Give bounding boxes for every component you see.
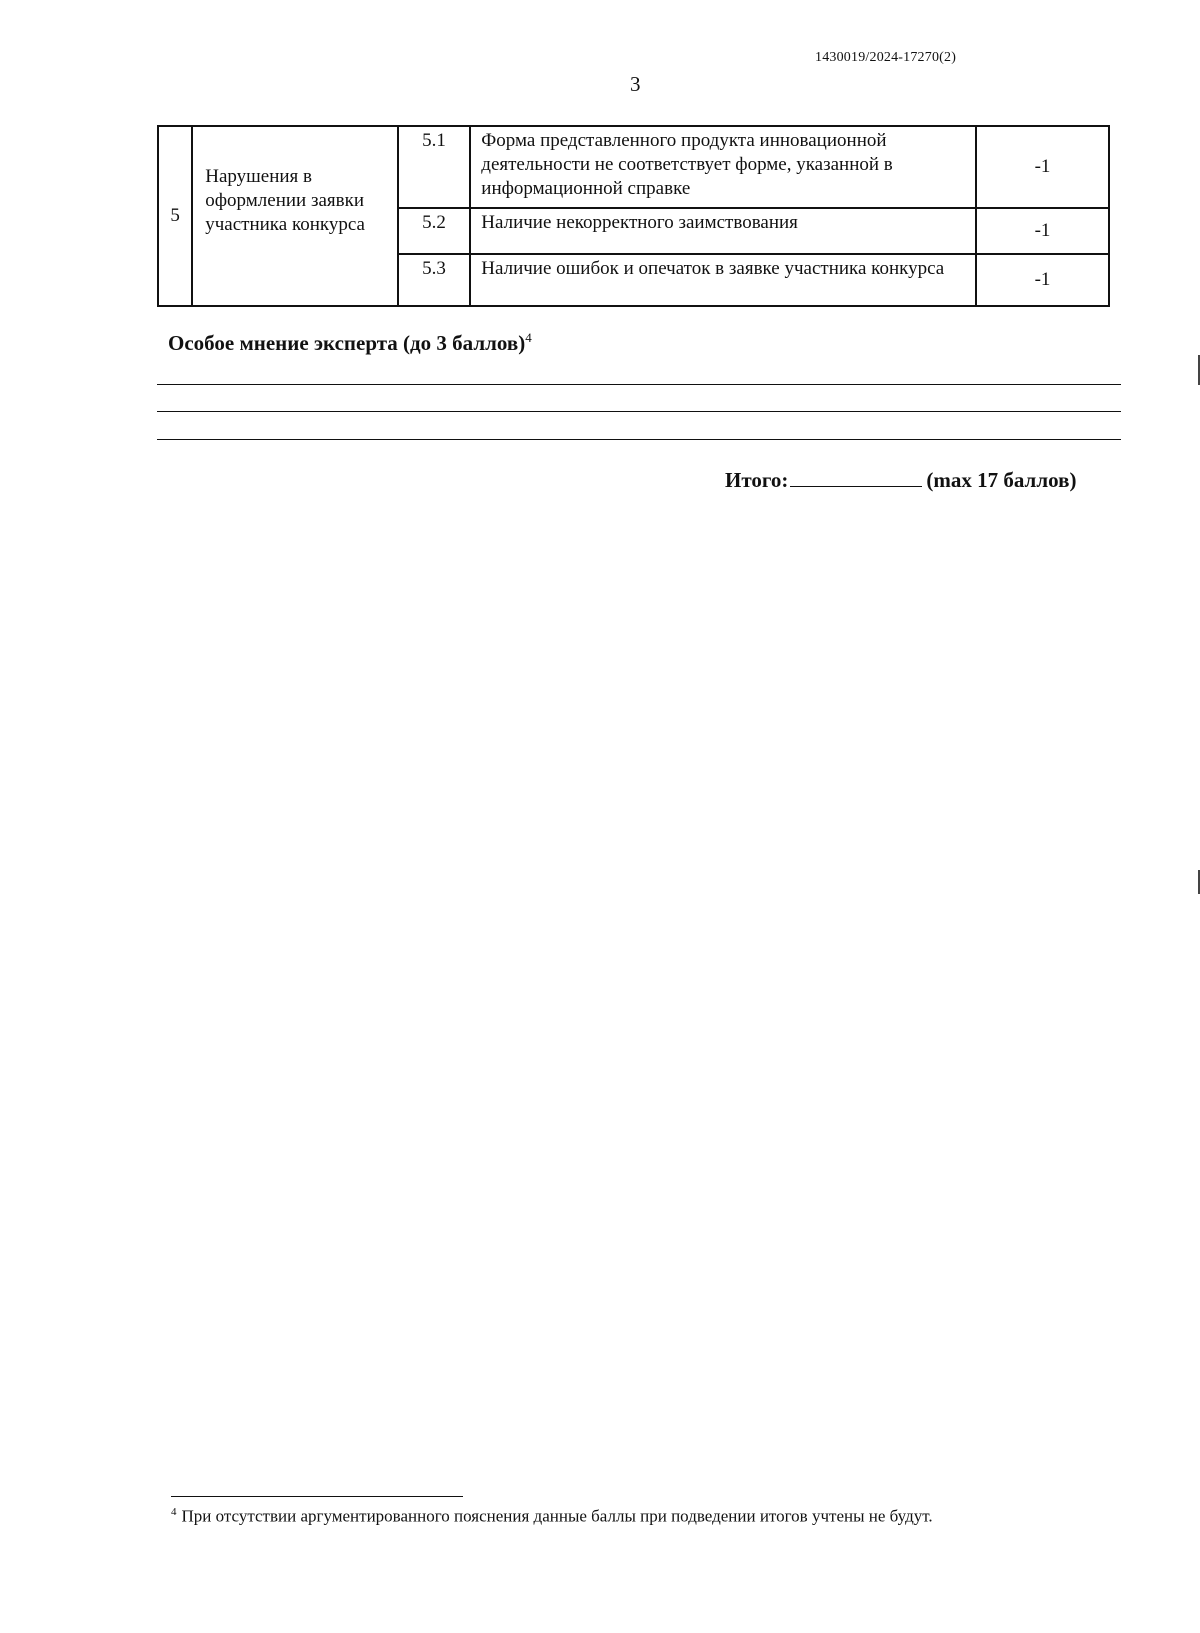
score-cell: -1 (976, 126, 1109, 208)
footnote (171, 1506, 933, 1527)
table-row (158, 126, 1109, 208)
footnote-divider (171, 1496, 463, 1497)
score-cell: -1 (976, 208, 1109, 254)
sub-number-cell: 5.3 (398, 254, 471, 306)
footnote-reference: 4 (525, 330, 532, 345)
sub-number-cell: 5.2 (398, 208, 471, 254)
criterion-description-cell: Наличие ошибок и опечаток в заявке участника конкурса (470, 254, 976, 306)
document-number: 1430019/2024-17270(2) (815, 50, 957, 65)
opinion-line (157, 411, 1121, 412)
criterion-description-cell: Наличие некорректного заимствования (470, 208, 976, 254)
group-number-cell: 5 (158, 126, 192, 306)
score-cell: -1 (976, 254, 1109, 306)
total-max: (max 17 баллов) (926, 468, 1077, 492)
sub-number-cell: 5.1 (398, 126, 471, 208)
criterion-description-cell: Форма представленного продукта инновационной деятельности не соответствует форме, указанной в информационной справке (470, 126, 976, 208)
group-title-cell: Нарушения в оформлении заявки участника конкурса (192, 126, 398, 306)
page-number: 3 (630, 72, 641, 96)
expert-opinion-heading (168, 330, 532, 356)
footnote-marker: 4 (171, 1506, 177, 1518)
opinion-line (157, 384, 1121, 385)
total-row (725, 468, 1076, 493)
total-label: Итого: (725, 468, 789, 492)
criteria-table (157, 125, 1110, 307)
total-blank-field (790, 468, 922, 487)
expert-opinion-heading-text: Особое мнение эксперта (до 3 баллов) (168, 331, 526, 355)
opinion-line (157, 439, 1121, 440)
footnote-text: При отсутствии аргументированного пояснения данные баллы при подведении итогов учтены не будут. (181, 1506, 933, 1526)
